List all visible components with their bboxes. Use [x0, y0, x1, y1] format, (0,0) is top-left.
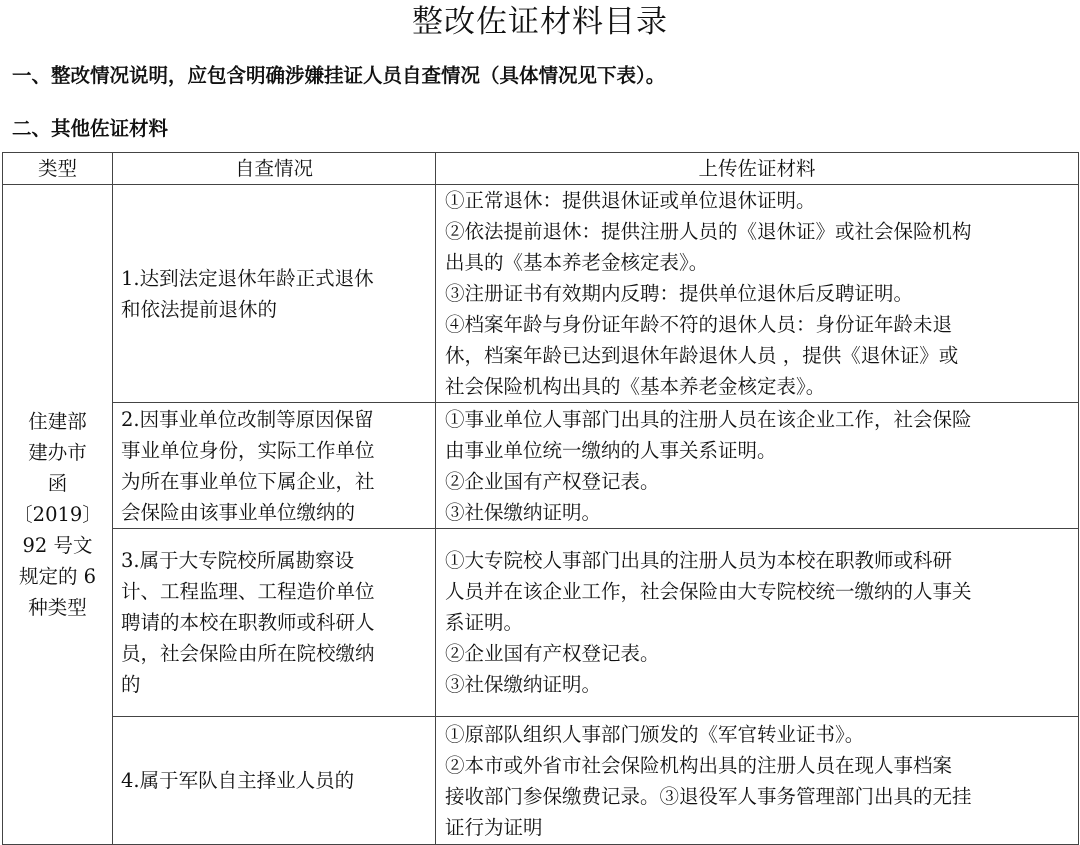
condition-line: 聘请的本校在职教师或科研人	[121, 611, 375, 634]
material-line: ②依法提前退休：提供注册人员的《退休证》或社会保险机构	[445, 220, 972, 243]
material-line: 证行为证明	[445, 815, 543, 839]
material-line: ②企业国有产权登记表。	[445, 642, 660, 665]
material-line: ③社保缴纳证明。	[445, 500, 602, 524]
self-check-cell	[113, 717, 436, 845]
condition-line: 员，社会保险由所在院校缴纳	[121, 642, 375, 665]
material-line: 接收部门参保缴费记录。③退役军人事务管理部门出具的无挂	[445, 784, 972, 808]
table-row	[3, 529, 1079, 717]
material-line: 社会保险机构出具的《基本养老金核定表》。	[445, 375, 826, 398]
condition-line: 会保险由该事业单位缴纳的	[121, 500, 356, 524]
material-line: 出具的《基本养老金核定表》。	[445, 251, 709, 274]
material-line: ②企业国有产权登记表。	[445, 469, 660, 493]
type-cell	[3, 185, 113, 845]
material-line: 人员并在该企业工作，社会保险由大专院校统一缴纳的人事关	[445, 580, 972, 603]
condition-line: 3.属于大专院校所属勘察设	[121, 549, 355, 572]
condition-line: 为所在事业单位下属企业，社	[121, 469, 375, 493]
evidence-table	[2, 152, 1079, 845]
material-line: ②本市或外省市社会保险机构出具的注册人员在现人事档案	[445, 753, 953, 777]
header-self-check: 自查情况	[113, 153, 436, 185]
header-materials: 上传佐证材料	[436, 153, 1079, 185]
section-2-heading: 二、其他佐证材料	[12, 117, 169, 140]
type-line: 92 号文	[22, 534, 93, 557]
type-line: 函	[47, 472, 68, 495]
self-check-cell	[113, 529, 436, 717]
self-check-cell	[113, 185, 436, 403]
materials-cell	[436, 403, 1079, 529]
table-row	[3, 185, 1079, 403]
type-line: 种类型	[28, 596, 87, 619]
section-1-heading: 一、整改情况说明，应包含明确涉嫌挂证人员自查情况（具体情况见下表）。	[12, 64, 666, 87]
page-title: 整改佐证材料目录	[412, 4, 668, 40]
header-type: 类型	[3, 153, 113, 185]
material-line: ①事业单位人事部门出具的注册人员在该企业工作，社会保险	[445, 407, 972, 431]
material-line: 由事业单位统一缴纳的人事关系证明。	[445, 438, 777, 462]
materials-cell	[436, 185, 1079, 403]
condition-line: 2.因事业单位改制等原因保留	[121, 407, 374, 431]
table-row	[3, 403, 1079, 529]
materials-cell	[436, 529, 1079, 717]
condition-line: 计、工程监理、工程造价单位	[121, 580, 375, 603]
condition-line: 事业单位身份，实际工作单位	[121, 438, 375, 462]
condition-line: 4.属于军队自主择业人员的	[121, 769, 355, 792]
material-line: 休，档案年龄已达到退休年龄退休人员 ，提供《退休证》或	[445, 344, 959, 367]
condition-line: 和依法提前退休的	[121, 297, 278, 321]
material-line: 系证明。	[445, 611, 524, 634]
materials-cell	[436, 717, 1079, 845]
material-line: ①原部队组织人事部门颁发的《军官转业证书》。	[445, 722, 865, 746]
material-line: ①大专院校人事部门出具的注册人员为本校在职教师或科研	[445, 549, 953, 572]
table-row	[3, 717, 1079, 845]
material-line: ③社保缴纳证明。	[445, 673, 602, 696]
type-line: 住建部	[28, 410, 87, 433]
material-line: ①正常退休：提供退休证或单位退休证明。	[445, 189, 816, 212]
type-line: 〔2019〕	[13, 503, 102, 526]
self-check-cell	[113, 403, 436, 529]
material-line: ③注册证书有效期内反聘：提供单位退休后反聘证明。	[445, 282, 914, 305]
condition-line: 1.达到法定退休年龄正式退休	[121, 266, 374, 290]
condition-line: 的	[121, 673, 141, 696]
type-line: 规定的 6	[18, 565, 97, 588]
type-line: 建办市	[28, 441, 87, 464]
material-line: ④档案年龄与身份证年龄不符的退休人员：身份证年龄未退	[445, 313, 953, 336]
table-header-row	[3, 153, 1079, 185]
